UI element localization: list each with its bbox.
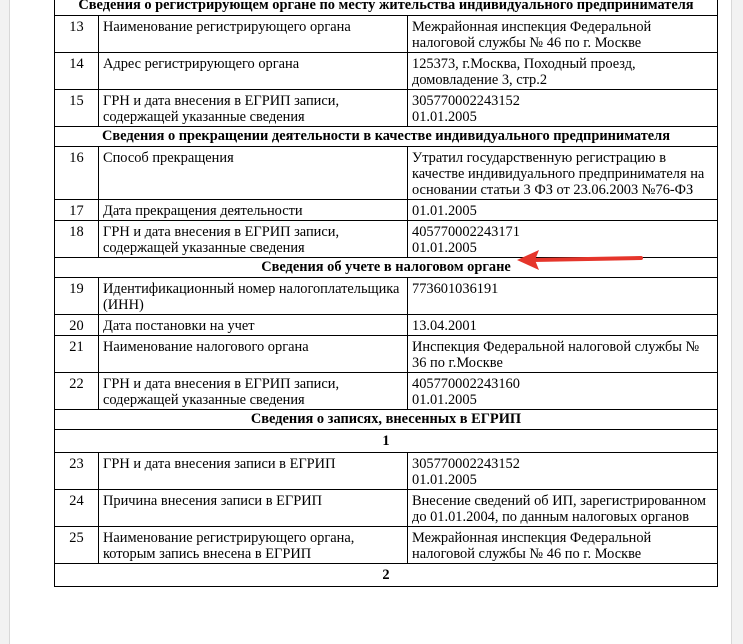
row-label: Наименование регистрирующего органа, которым запись внесена в ЕГРИП [99,527,408,564]
row-value [408,453,718,490]
table-row [55,490,718,527]
row-value [408,221,718,258]
grn-number: 405770002243171 [412,224,520,240]
row-number: 23 [55,453,99,490]
row-label: Идентификационный номер налогоплательщика (ИНН) [99,278,408,315]
row-label: Наименование налогового органа [99,336,408,373]
table-row [55,147,718,200]
table-row [55,53,718,90]
section-header-row [55,258,718,278]
row-value: 125373, г.Москва, Походный проезд, домовладение 3, стр.2 [408,53,718,90]
table-row [55,200,718,221]
row-value: Инспекция Федеральной налоговой службы № 36 по г.Москве [408,336,718,373]
row-value: 773601036191 [408,278,718,315]
row-number: 21 [55,336,99,373]
row-number: 22 [55,373,99,410]
row-value: Межрайонная инспекция Федеральной налоговой службы № 46 по г. Москве [408,527,718,564]
row-value [408,90,718,127]
record-group-row [55,564,718,587]
record-date: 01.01.2005 [412,472,477,488]
section-header-row [55,410,718,430]
row-value: 13.04.2001 [408,315,718,336]
table-row [55,453,718,490]
row-label: ГРН и дата внесения в ЕГРИП записи, содержащей указанные сведения [99,90,408,127]
row-number: 14 [55,53,99,90]
section-tax-registration: Сведения об учете в налоговом органе [55,258,718,278]
viewer-scrollbar[interactable] [731,0,743,644]
row-number: 18 [55,221,99,258]
grn-number: 305770002243152 [412,456,520,472]
section-termination: Сведения о прекращении деятельности в качестве индивидуального предпринимателя [55,127,718,147]
row-label: ГРН и дата внесения в ЕГРИП записи, содержащей указанные сведения [99,373,408,410]
record-date: 01.01.2005 [412,392,477,408]
row-number: 20 [55,315,99,336]
table-row [55,278,718,315]
row-number: 24 [55,490,99,527]
row-label: Способ прекращения [99,147,408,200]
row-number: 16 [55,147,99,200]
record-group-number: 1 [55,430,718,453]
record-group-number: 2 [55,564,718,587]
row-value [408,373,718,410]
row-number: 19 [55,278,99,315]
row-number: 13 [55,16,99,53]
record-date: 01.01.2005 [412,109,477,125]
section-records: Сведения о записях, внесенных в ЕГРИП [55,410,718,430]
row-value: Утратил государственную регистрацию в качестве индивидуального предпринимателя на основании статьи 3 ФЗ от 23.06.2003 №76-ФЗ [408,147,718,200]
table-row [55,16,718,53]
row-number: 15 [55,90,99,127]
grn-number: 405770002243160 [412,376,520,392]
row-value: Внесение сведений об ИП, зарегистрированном до 01.01.2004, по данным налоговых органов [408,490,718,527]
row-label: Дата прекращения деятельности [99,200,408,221]
section-header-row [55,127,718,147]
record-date: 01.01.2005 [412,240,477,256]
row-value: Межрайонная инспекция Федеральной налоговой службы № 46 по г. Москве [408,16,718,53]
row-value: 01.01.2005 [408,200,718,221]
row-number: 25 [55,527,99,564]
row-label: Адрес регистрирующего органа [99,53,408,90]
table-row [55,90,718,127]
row-number: 17 [55,200,99,221]
row-label: ГРН и дата внесения в ЕГРИП записи, содержащей указанные сведения [99,221,408,258]
grn-number: 305770002243152 [412,93,520,109]
table-row [55,373,718,410]
viewer-left-edge [0,0,10,644]
table-row [55,527,718,564]
record-group-row [55,430,718,453]
egrip-extract-table [54,0,718,587]
table-row [55,221,718,258]
row-label: Наименование регистрирующего органа [99,16,408,53]
row-label: Причина внесения записи в ЕГРИП [99,490,408,527]
table-row [55,336,718,373]
table-row [55,315,718,336]
section-registration-authority: Сведения о регистрирующем органе по месту жительства индивидуального предпринимателя [55,0,718,16]
section-header-row [55,0,718,16]
row-label: Дата постановки на учет [99,315,408,336]
row-label: ГРН и дата внесения записи в ЕГРИП [99,453,408,490]
